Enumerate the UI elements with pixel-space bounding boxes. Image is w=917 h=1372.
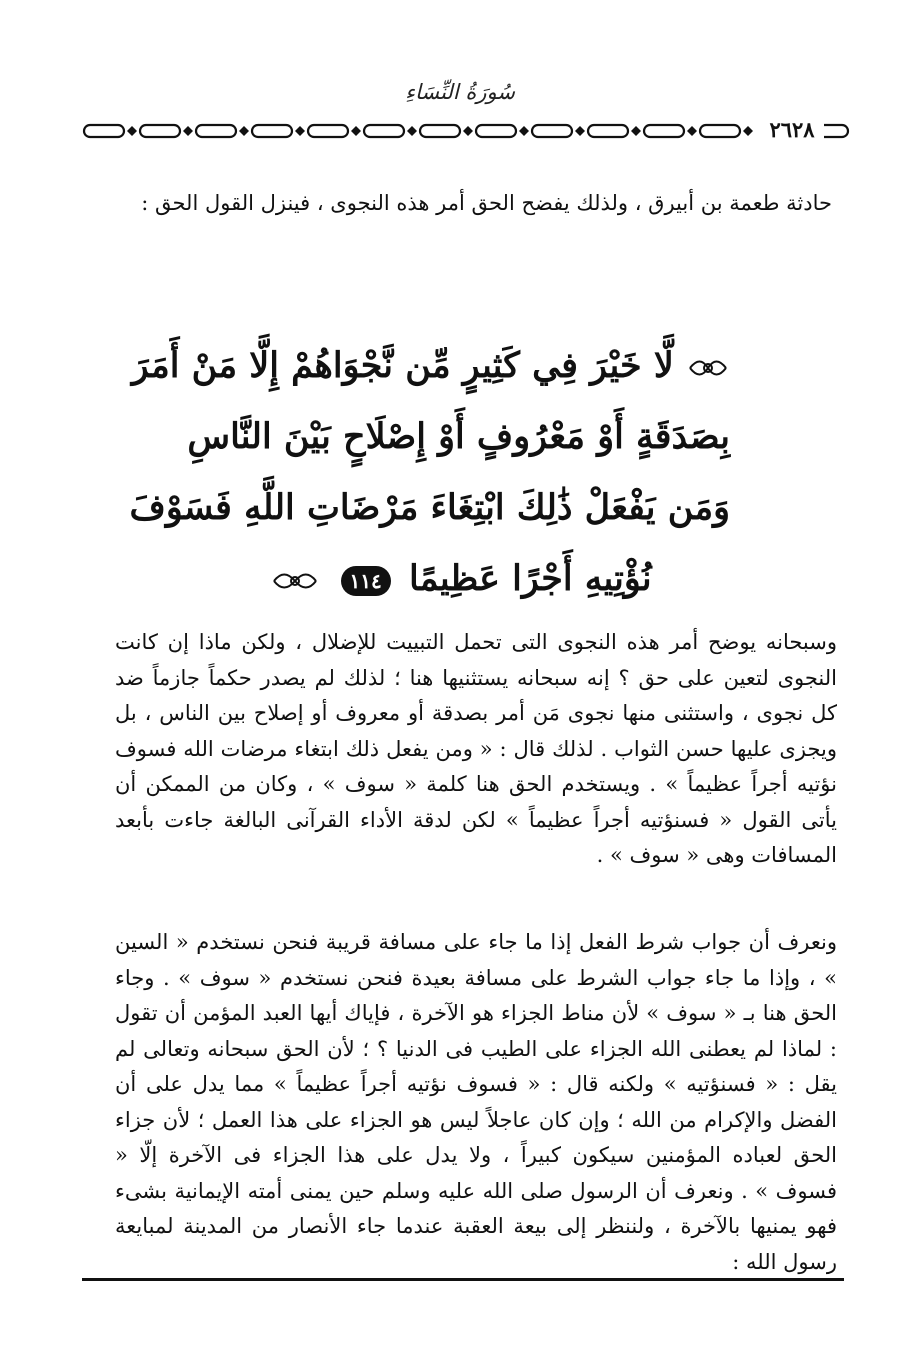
- commentary-paragraph: وسبحانه يوضح أمر هذه النجوى التى تحمل التبييت للإضلال ، ولكن ماذا إن كانت النجوى لتعين على حق ؟ إنه سبحانه يستثنيها هنا ؛ لذلك لم يصدر حكماً جازماً ضد كل نجوى ، واستثنى منها نجوى مَن أمر بصدقة أو معروف أو إصلاح بين الناس ، بل ويجزى عليها حسن الثواب . لذلك قال : « ومن يفعل ذلك ابتغاء مرضات الله فسوف نؤتيه أجراً عظيماً » . ويستخدم الحق هنا كلمة « سوف » ، وكان من الممكن أن يأتى القول « فسنؤتيه أجراً عظيماً » لكن لدقة الأداء القرآنى البالغة جاءت بأبعد المسافات وهى « سوف » .: [115, 630, 837, 867]
- ornamental-header-rule: [82, 120, 852, 142]
- verse-closing-ornament-icon: [268, 566, 322, 596]
- verse-line-1-text: لَّا خَيْرَ فِي كَثِيرٍ مِّن نَّجْوَاهُمْ إِلَّا مَنْ أَمَرَ: [131, 345, 674, 386]
- page-number: ٢٦٢٨: [760, 119, 824, 141]
- page-header: [0, 80, 917, 150]
- surah-title: سُورَةُ النِّسَاءِ: [405, 80, 515, 104]
- verse-number-badge: ١١٤: [341, 566, 391, 596]
- verse-line-2: بِصَدَقَةٍ أَوْ مَعْرُوفٍ أَوْ إِصْلَاحٍ بَيْنَ النَّاسِ: [187, 416, 730, 457]
- explanation-paragraph: ونعرف أن جواب شرط الفعل إذا ما جاء على مسافة قريبة فنحن نستخدم « السين » ، وإذا ما جاء جواب الشرط على مسافة بعيدة فنحن نستخدم « سوف » . وجاء الحق هنا بـ « سوف » لأن مناط الجزاء هو الآخرة ، فإياك أيها العبد المؤمن أن تقول : لماذا لم يعطنى الله الجزاء على الطيب فى الدنيا ؟ ؛ لأن الحق سبحانه وتعالى لم يقل : « فسنؤتيه » ولكنه قال : « فسوف نؤتيه أجراً عظيماً » مما يدل على أن الفضل والإكرام من الله ؛ وإن كان عاجلاً ليس هو الجزاء على هذا العمل ؛ لأن جزاء الحق لعباده المؤمنين سيكون كبيراً ، ولا يدل على هذا الجزاء فى الآخرة إلّا « فسوف » . ونعرف أن الرسول صلى الله عليه وسلم حين يمنى أمته الإيمانية بشىء فهو يمنيها بالآخرة ، ولننظر إلى بيعة العقبة عندما جاء الأنصار من المدينة لمبايعة رسول الله :: [115, 930, 837, 1274]
- intro-paragraph: حادثة طعمة بن أبيرق ، ولذلك يفضح الحق أمر هذه النجوى ، فينزل القول الحق :: [141, 191, 832, 215]
- verse-opening-ornament-icon: [686, 353, 730, 383]
- verse-line-3: وَمَن يَفْعَلْ ذَٰلِكَ ابْتِغَاءَ مَرْضَاتِ اللَّهِ فَسَوْفَ: [129, 487, 730, 528]
- quran-verse-block: [129, 330, 730, 614]
- verse-line-4: [190, 543, 730, 614]
- verse-line-4-text: نُؤْتِيهِ أَجْرًا عَظِيمًا: [408, 558, 652, 599]
- verse-line-1: [131, 330, 730, 401]
- footer-rule: [82, 1278, 844, 1281]
